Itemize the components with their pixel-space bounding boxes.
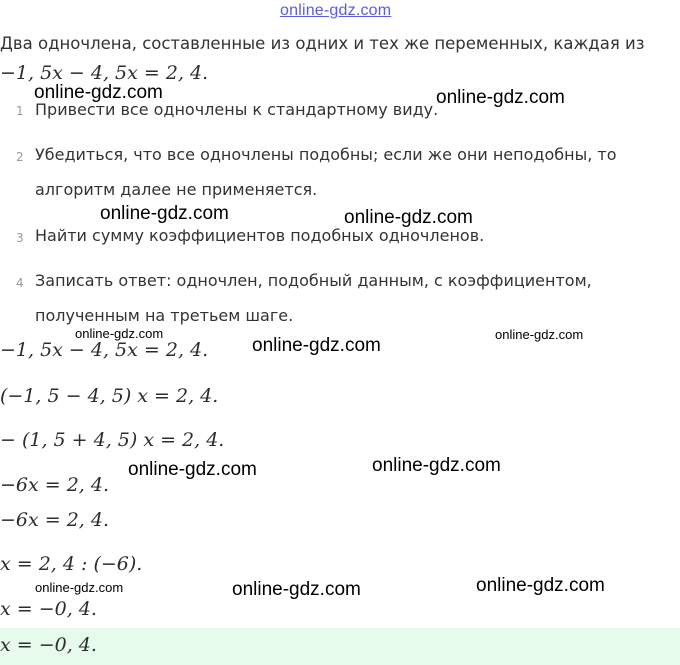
watermark: online-gdz.com — [476, 575, 605, 596]
watermark: online-gdz.com — [436, 87, 565, 108]
solution-line: (−1, 5 − 4, 5) x = 2, 4. — [0, 385, 219, 407]
intro-equation: −1, 5x − 4, 5x = 2, 4. — [0, 62, 209, 84]
watermark: online-gdz.com — [128, 459, 257, 480]
solution-line: x = −0, 4. — [0, 598, 97, 620]
watermark: online-gdz.com — [35, 580, 124, 595]
watermark: online-gdz.com — [252, 335, 381, 356]
watermark: online-gdz.com — [232, 579, 361, 600]
step-text: Убедиться, что все одночлены подобны; если же они неподобны, то — [35, 145, 617, 164]
step-text: Записать ответ: одночлен, подобный данным, с коэффициентом, — [35, 271, 592, 290]
watermark: online-gdz.com — [372, 455, 501, 476]
solution-line: x = 2, 4 : (−6). — [0, 553, 143, 575]
solution-line: −1, 5x − 4, 5x = 2, 4. — [0, 339, 209, 361]
step-text-continued: полученным на третьем шаге. — [35, 306, 294, 325]
intro-text: Два одночлена, составленные из одних и тех же переменных, каждая из — [0, 34, 645, 53]
watermark: online-gdz.com — [34, 82, 163, 103]
step-text: Привести все одночлены к стандартному виду. — [35, 100, 439, 119]
watermark: online-gdz.com — [495, 327, 584, 342]
answer-text: x = −0, 4. — [0, 634, 97, 656]
watermark: online-gdz.com — [75, 326, 164, 341]
watermark: online-gdz.com — [100, 203, 229, 224]
solution-line: −6x = 2, 4. — [0, 509, 110, 531]
step-number: 1 — [16, 104, 24, 118]
top-watermark-link[interactable]: online-gdz.com — [280, 2, 392, 19]
step-text: Найти сумму коэффициентов подобных одночленов. — [35, 226, 485, 245]
answer-box — [0, 628, 680, 665]
step-text-continued: алгоритм далее не применяется. — [35, 180, 318, 199]
solution-line: −6x = 2, 4. — [0, 474, 110, 496]
watermark: online-gdz.com — [344, 207, 473, 228]
solution-line: − (1, 5 + 4, 5) x = 2, 4. — [0, 429, 225, 451]
step-number: 2 — [16, 150, 24, 164]
step-number: 4 — [16, 276, 24, 290]
step-number: 3 — [16, 231, 24, 245]
